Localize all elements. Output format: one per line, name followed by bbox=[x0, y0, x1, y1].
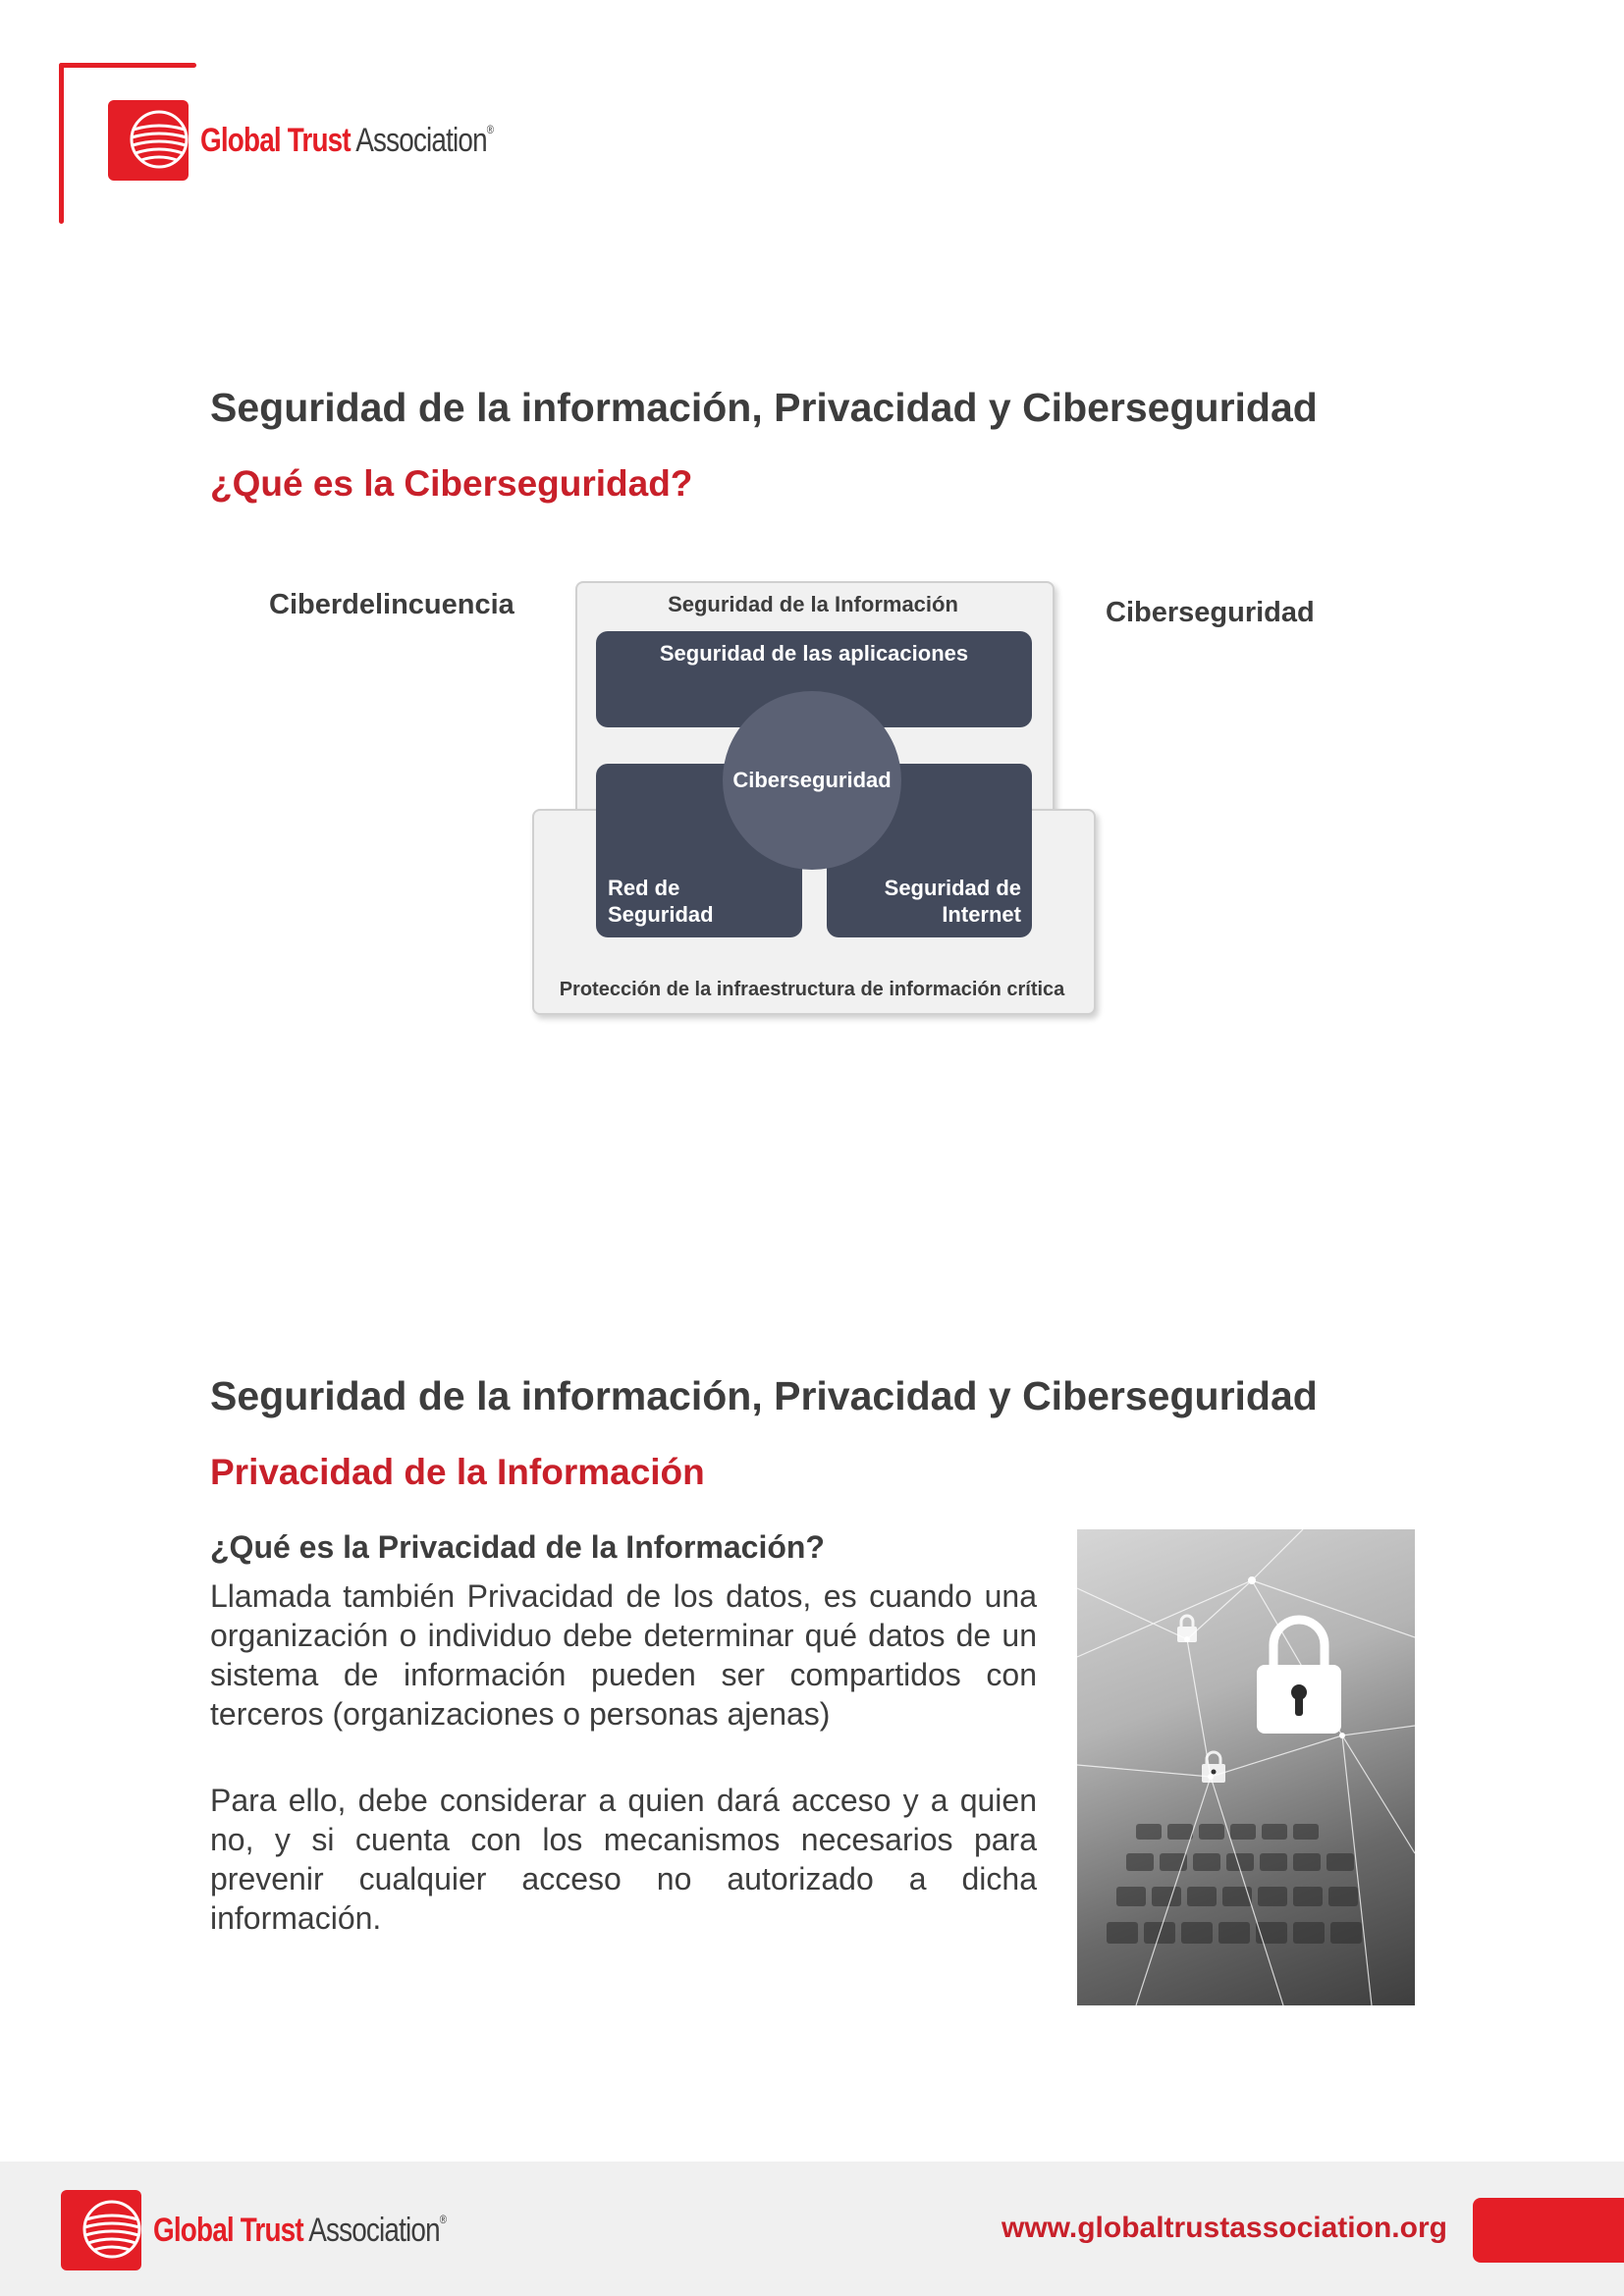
big-padlock-icon bbox=[1257, 1620, 1341, 1734]
globe-logo-icon bbox=[108, 100, 189, 181]
privacy-question: ¿Qué es la Privacidad de la Información? bbox=[210, 1529, 825, 1565]
cybersecurity-circle-label: Ciberseguridad bbox=[732, 768, 892, 792]
apps-security-label: Seguridad de las aplicaciones bbox=[659, 641, 969, 666]
section2-subtitle: Privacidad de la Información bbox=[210, 1452, 705, 1492]
footer-website-link[interactable]: www.globaltrustassociation.org bbox=[1001, 2212, 1447, 2244]
padlock-keyboard-photo bbox=[1077, 1529, 1415, 2005]
section1-subtitle: ¿Qué es la Ciberseguridad? bbox=[210, 463, 693, 504]
internet-security-label: Seguridad de Internet bbox=[884, 876, 1021, 927]
section2-title: Seguridad de la información, Privacidad y Ciberseguridad bbox=[210, 1373, 1318, 1418]
header-logo[interactable] bbox=[108, 100, 558, 181]
header-bracket-left bbox=[59, 63, 64, 224]
privacy-paragraph-2: Para ello, debe considerar a quien dará acceso y a quien no, y si cuenta con los mecanismos necesarios para prevenir cualquier acceso no autorizado a dicha información. bbox=[210, 1783, 1037, 1936]
logo-wordmark: Global Trust Association® bbox=[200, 121, 494, 159]
critical-infrastructure-title: Protección de la infraestructura de información crítica bbox=[559, 979, 1065, 1000]
privacy-paragraph-1: Llamada también Privacidad de los datos, es cuando una organización o individuo debe determinar qué datos de un sistema de información pueden ser compartidos con terceros (organizaciones o personas ajenas) bbox=[210, 1578, 1037, 1732]
diagram-left-label: Ciberdelincuencia bbox=[269, 589, 514, 620]
footer-logo[interactable] bbox=[61, 2190, 511, 2270]
cybersecurity-circle bbox=[723, 691, 901, 870]
network-security-label: Red de Seguridad bbox=[608, 876, 714, 927]
globe-logo-icon bbox=[61, 2190, 141, 2270]
diagram-right-label: Ciberseguridad bbox=[1106, 597, 1315, 628]
header-bracket-top bbox=[59, 63, 196, 68]
section1-title: Seguridad de la información, Privacidad y Ciberseguridad bbox=[210, 385, 1318, 430]
logo-wordmark: Global Trust Association® bbox=[153, 2211, 447, 2249]
footer-accent-tab bbox=[1473, 2198, 1624, 2263]
info-security-title: Seguridad de la Información bbox=[668, 592, 958, 616]
